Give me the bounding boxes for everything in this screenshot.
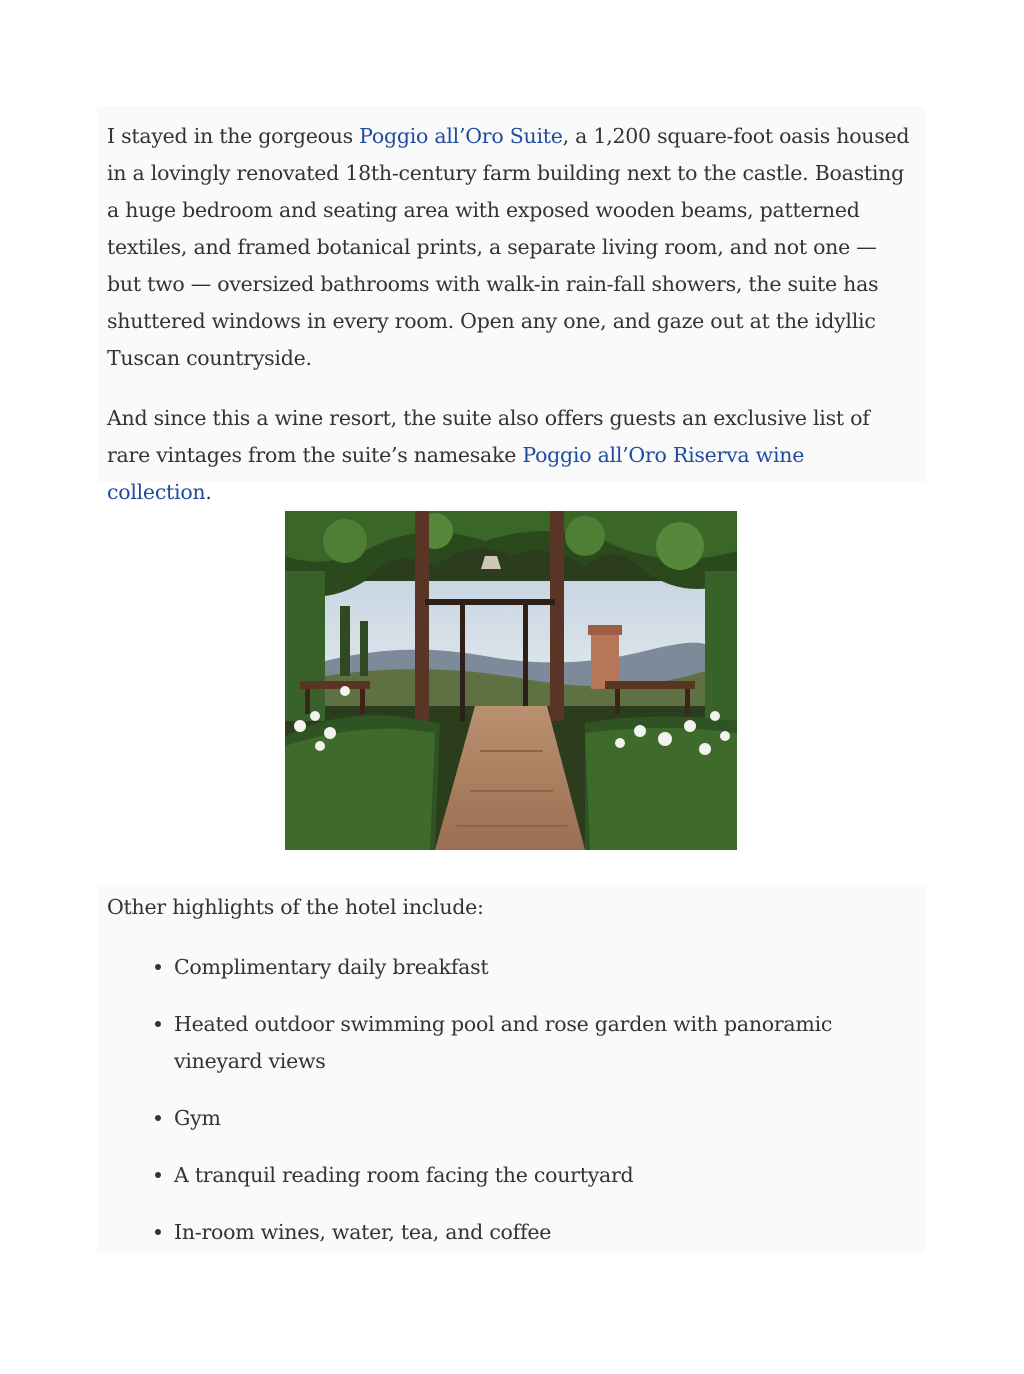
bullet-icon: [155, 1115, 161, 1121]
paragraph-text: And since this a wine resort, the suite also offers guests an exclusive list of rare vintages from the suite’s namesake: [107, 406, 870, 467]
paragraph-text: , a 1,200 square-foot oasis housed in a lovingly renovated 18th-century farm building next to the castle. Boasting a huge bedroom and seating area with exposed wooden beams, patterned textiles, and framed botanical prints, a separate living room, and not one — but two — oversized bathrooms with walk-in rain-fall showers, the suite has shuttered windows in every room. Open any one, and gaze out at the idyllic Tuscan countryside.: [107, 124, 910, 370]
article-section-suite: [97, 106, 925, 504]
list-item-text: A tranquil reading room facing the courtyard: [174, 1163, 634, 1187]
suite-description-paragraph: [107, 118, 915, 377]
paragraph-text: I stayed in the gorgeous: [107, 124, 360, 148]
paragraph-text: .: [205, 480, 212, 504]
bullet-icon: [155, 1229, 161, 1235]
list-item-text: Heated outdoor swimming pool and rose garden with panoramic vineyard views: [174, 1012, 833, 1073]
bullet-icon: [155, 1021, 161, 1027]
list-item: [174, 1006, 915, 1080]
bullet-icon: [155, 964, 161, 970]
article-section-highlights: [97, 885, 925, 1253]
wine-collection-paragraph: [107, 400, 915, 511]
list-item-text: Gym: [174, 1106, 221, 1130]
highlights-list: [107, 949, 915, 1251]
list-item-text: In-room wines, water, tea, and coffee: [174, 1220, 552, 1244]
list-item: [174, 949, 915, 986]
list-item: [174, 1157, 915, 1194]
bullet-icon: [155, 1172, 161, 1178]
list-item: [174, 1100, 915, 1137]
poggio-suite-link[interactable]: Poggio all’Oro Suite: [359, 124, 563, 148]
list-item: [174, 1214, 915, 1251]
list-item-text: Complimentary daily breakfast: [174, 955, 489, 979]
riserva-wine-collection-link[interactable]: Poggio all’Oro Riserva wine collection: [107, 443, 805, 504]
highlights-intro: Other highlights of the hotel include:: [107, 895, 484, 919]
pergola-garden-photo: [285, 511, 737, 850]
